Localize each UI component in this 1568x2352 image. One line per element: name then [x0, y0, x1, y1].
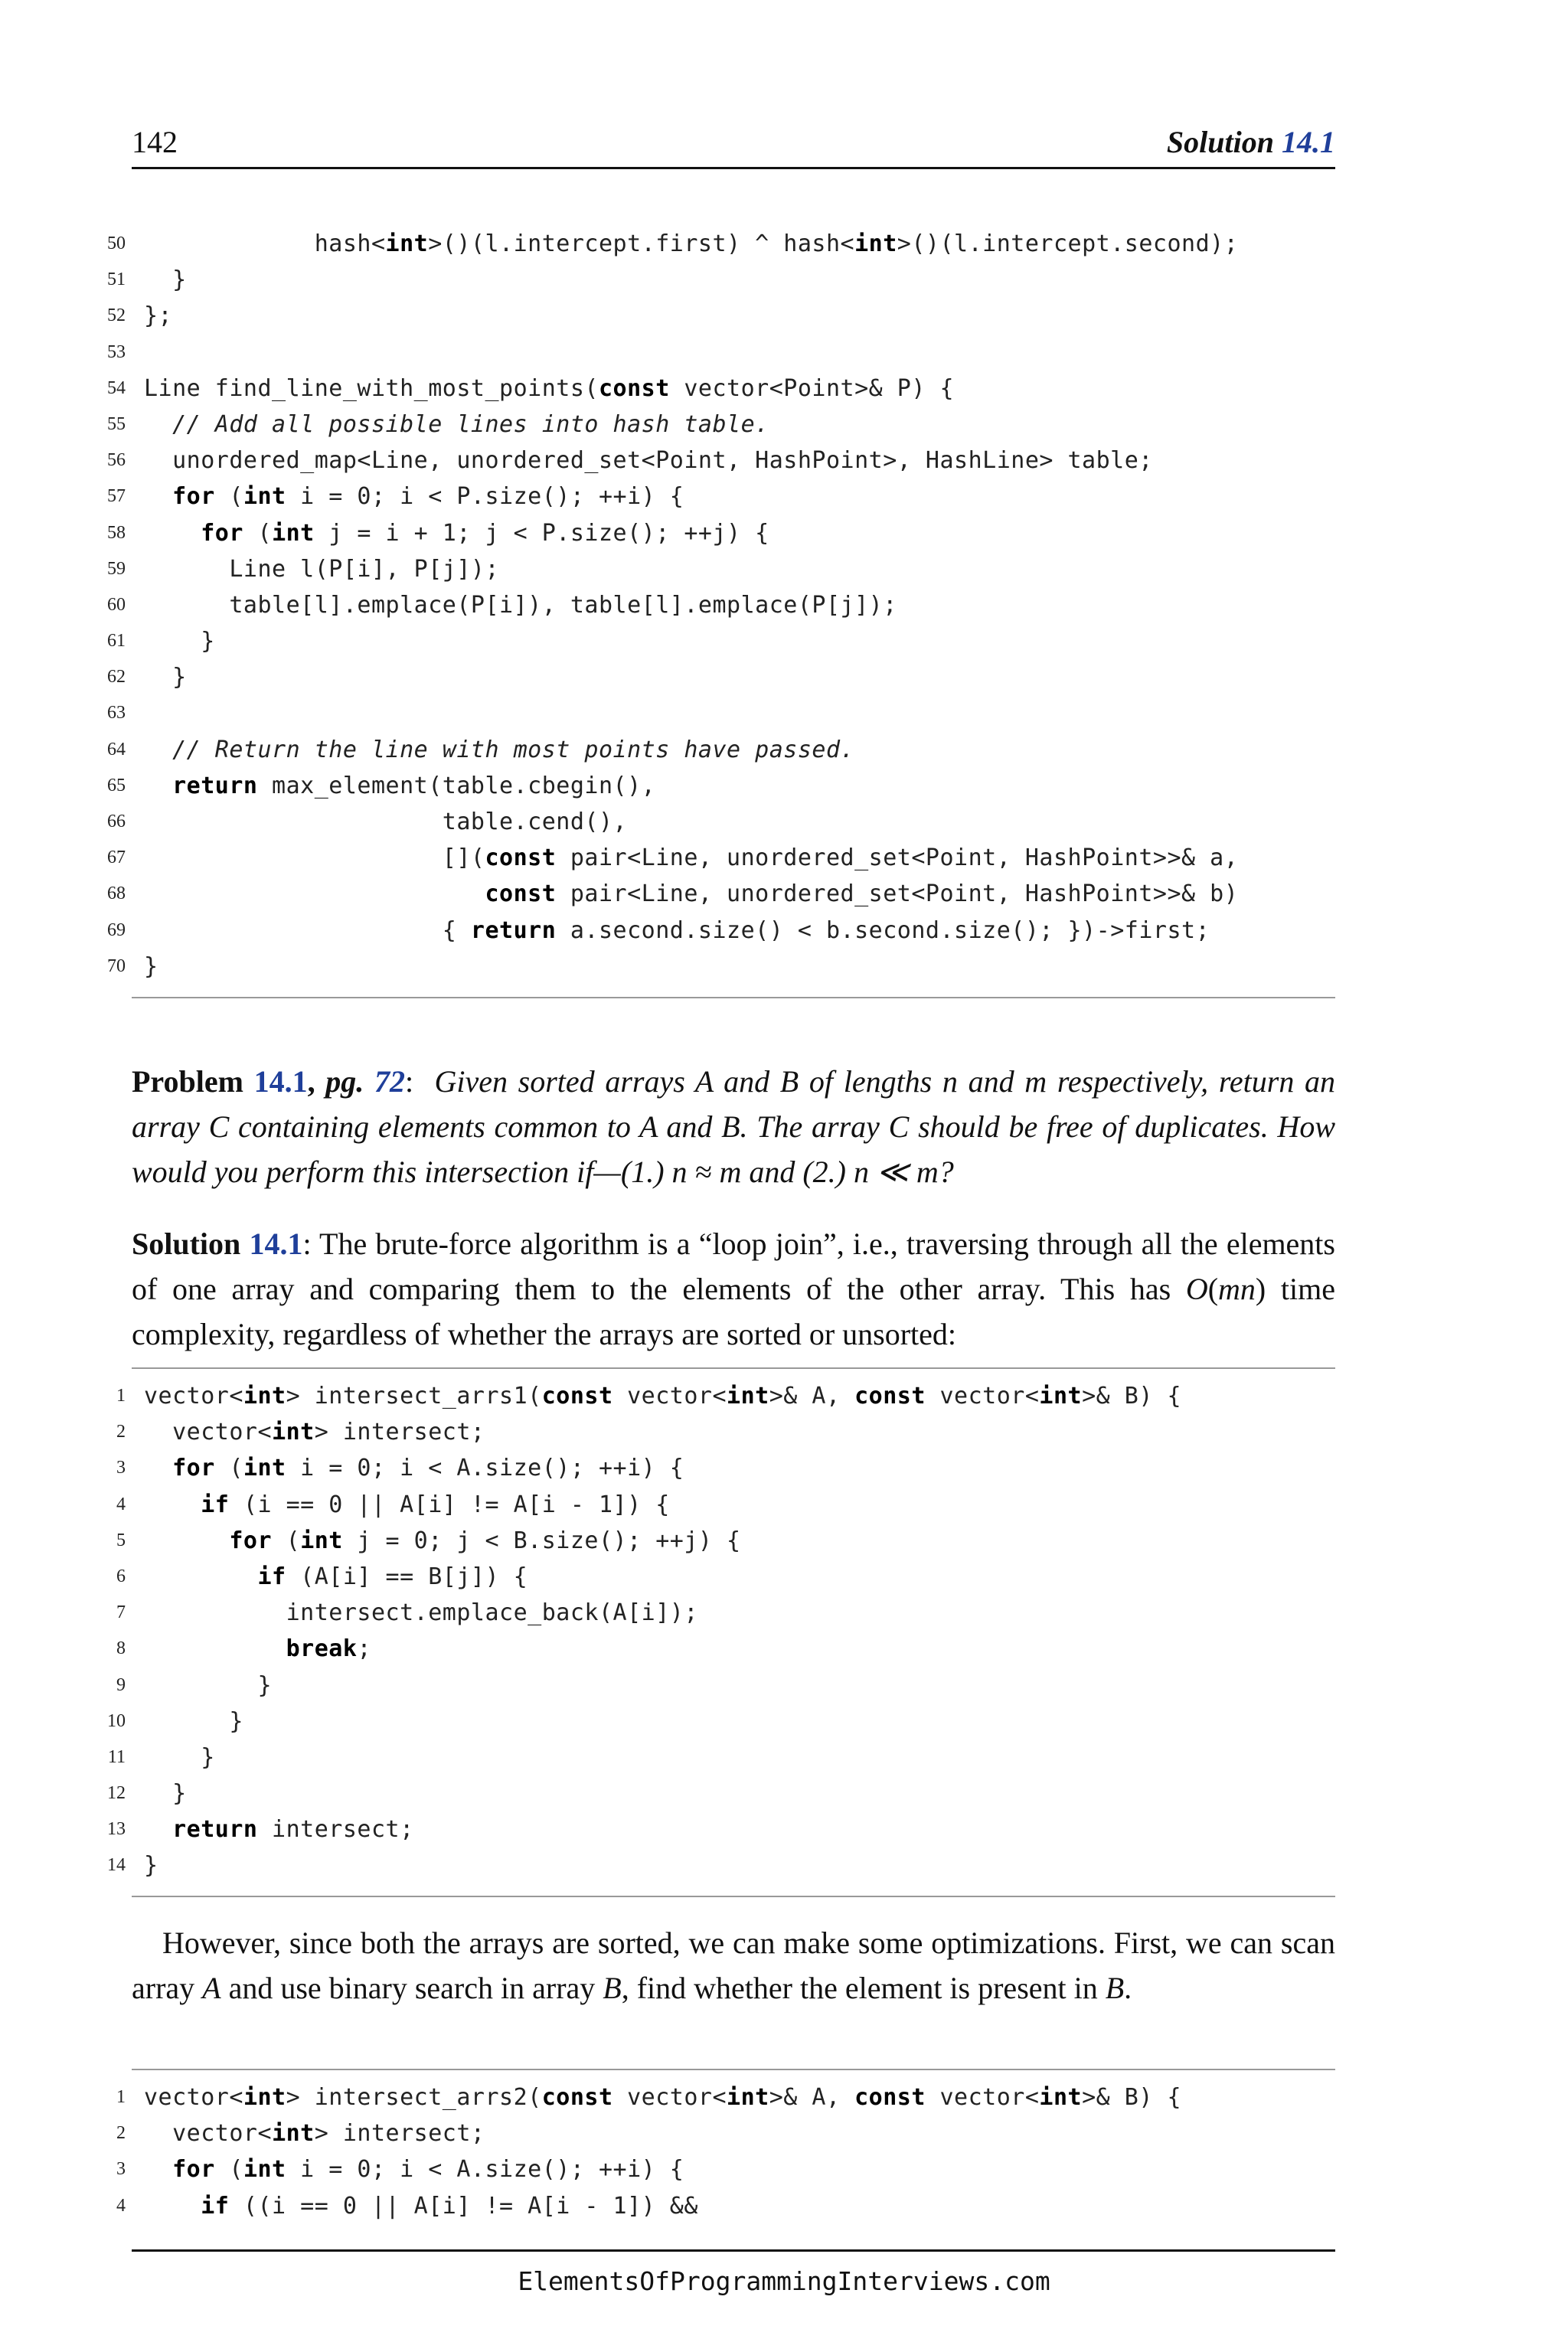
solution-text: The brute-force algorithm is a “loop join”, i.e., traversing through all the elements of one array and comparing them to the elements of the other array. This has O(mn) time complexity, regardless of whether the arrays are sorted or unsorted: — [132, 1227, 1336, 1351]
line-number: 4 — [116, 2195, 126, 2216]
code-text: for (int j = 0; j < B.size(); ++j) { — [229, 1527, 741, 1554]
code-line — [0, 1704, 1348, 1740]
code-text: } — [144, 1852, 158, 1880]
code-line — [0, 1414, 1348, 1450]
code-line — [0, 1523, 1348, 1559]
line-number: 14 — [107, 1855, 126, 1876]
code-line — [0, 1631, 1348, 1667]
line-number: 53 — [107, 341, 126, 362]
code-text: vector<int> intersect; — [144, 2120, 485, 2148]
code-block-top-rule — [132, 1367, 1335, 1369]
code-text: vector<int> intersect_arrs1(const vector<int>& A, const vector<int>& B) { — [144, 1383, 1182, 1410]
code-text: } — [144, 266, 187, 294]
code-line — [0, 1450, 1348, 1486]
line-number: 55 — [107, 413, 126, 434]
code-line — [0, 804, 1348, 840]
line-number: 68 — [107, 884, 126, 904]
code-text: } — [144, 1671, 273, 1699]
code-text: for (int i = 0; i < A.size(); ++i) { — [172, 2156, 684, 2184]
code-text: vector<int> intersect; — [144, 1419, 485, 1446]
line-number: 66 — [107, 812, 126, 831]
code-line — [0, 587, 1348, 623]
code-text: intersect.emplace_back(A[i]); — [144, 1599, 698, 1627]
running-header — [1167, 124, 1335, 160]
code-line — [0, 876, 1348, 912]
code-line — [0, 623, 1348, 659]
code-text: hash<int>()(l.intercept.first) ^ hash<int>()(l.intercept.second); — [144, 230, 1239, 257]
code-text: Line l(P[i], P[j]); — [144, 555, 500, 583]
code-text: for (int j = i + 1; j < P.size(); ++j) { — [201, 519, 769, 547]
solution-label: Solution — [132, 1227, 241, 1261]
line-number: 8 — [116, 1638, 126, 1659]
code-text: unordered_map<Line, unordered_set<Point, HashPoint>, HashLine> table; — [144, 447, 1153, 475]
code-text: { return a.second.size() < b.second.size(); })->first; — [144, 916, 1210, 944]
code-line — [0, 1559, 1348, 1595]
line-number: 64 — [107, 739, 126, 760]
line-number: 59 — [107, 558, 126, 579]
line-number: 69 — [107, 920, 126, 940]
line-number: 56 — [107, 450, 126, 471]
line-number: 12 — [107, 1783, 126, 1804]
code-block-bottom-rule — [132, 1896, 1335, 1897]
line-number: 2 — [116, 2123, 126, 2144]
code-line — [0, 1595, 1348, 1631]
code-text: }; — [144, 302, 173, 330]
code-text: } — [144, 952, 158, 980]
running-header-link[interactable]: 14.1 — [1282, 125, 1335, 159]
code-text: } — [144, 1707, 243, 1735]
problem-statement: Problem 14.1, pg. 72: Given sorted arrays A and B of lengths n and m respectively, return an array C containing elements common to A and B. The array C should be free of duplicates. How would you perform this intersection if—(1.) n ≈ m and (2.) n ≪ m? — [132, 1064, 1336, 1189]
line-number: 57 — [107, 486, 126, 507]
code-block-bottom-rule — [132, 997, 1335, 998]
line-number: 1 — [116, 2087, 126, 2107]
code-text: if (A[i] == B[j]) { — [257, 1563, 528, 1590]
code-block-intersect-arrs1 — [0, 1378, 1348, 1884]
problem-number-link[interactable]: 14.1 — [253, 1064, 308, 1099]
line-number: 9 — [116, 1674, 126, 1695]
code-line — [0, 226, 1348, 262]
line-number: 67 — [107, 848, 126, 868]
code-line — [0, 1487, 1348, 1523]
code-line — [0, 479, 1348, 514]
code-block-top-rule — [132, 2069, 1335, 2070]
line-number: 51 — [107, 270, 126, 290]
header-rule — [132, 167, 1335, 169]
code-line — [0, 2188, 1348, 2224]
code-text: for (int i = 0; i < A.size(); ++i) { — [172, 1455, 684, 1482]
line-number: 1 — [116, 1386, 126, 1406]
code-line — [0, 2151, 1348, 2187]
line-number: 65 — [107, 775, 126, 795]
code-line — [0, 515, 1348, 551]
solution-number-link[interactable]: 14.1 — [249, 1227, 303, 1261]
line-number: 5 — [116, 1530, 126, 1550]
page-number: 142 — [132, 125, 178, 159]
code-text: } — [144, 1743, 215, 1771]
code-text: } — [144, 1780, 187, 1808]
problem-page-label: pg. — [325, 1064, 364, 1099]
code-block-intersect-arrs2 — [0, 2079, 1348, 2224]
code-text: break; — [286, 1635, 371, 1663]
code-line — [0, 1811, 1348, 1847]
code-text: if ((i == 0 || A[i] != A[i - 1]) && — [201, 2192, 698, 2220]
code-line — [0, 732, 1348, 768]
line-number: 6 — [116, 1566, 126, 1586]
code-text: [](const pair<Line, unordered_set<Point, HashPoint>>& a, — [144, 844, 1239, 872]
code-text: // Add all possible lines into hash table. — [172, 410, 769, 438]
code-line — [0, 262, 1348, 298]
code-text: for (int i = 0; i < P.size(); ++i) { — [172, 483, 684, 511]
line-number: 63 — [107, 703, 126, 724]
code-line — [0, 949, 1348, 985]
line-number: 54 — [107, 377, 126, 398]
line-number: 52 — [107, 305, 126, 326]
code-line — [0, 335, 1348, 371]
code-line — [0, 371, 1348, 407]
line-number: 2 — [116, 1422, 126, 1442]
code-line — [0, 695, 1348, 731]
problem-text: Given sorted arrays A and B of lengths n and m respectively, return an array C containing elements common to A and B. The array C should be free of duplicates. How would you perform this intersection if—(1.) n ≈ m and (2.) n ≪ m? — [132, 1064, 1336, 1189]
code-line — [0, 768, 1348, 804]
code-line — [0, 407, 1348, 443]
code-text: // Return the line with most points have passed. — [172, 736, 855, 763]
code-line — [0, 551, 1348, 587]
code-text: vector<int> intersect_arrs2(const vector<int>& A, const vector<int>& B) { — [144, 2084, 1182, 2111]
line-number: 70 — [107, 956, 126, 976]
code-text: table.cend(), — [144, 808, 628, 835]
line-number: 3 — [116, 2159, 126, 2180]
code-line — [0, 1775, 1348, 1811]
line-number: 7 — [116, 1602, 126, 1623]
problem-page-link[interactable]: 72 — [374, 1064, 405, 1099]
line-number: 3 — [116, 1458, 126, 1478]
code-line — [0, 1740, 1348, 1775]
code-line — [0, 1847, 1348, 1883]
code-line — [0, 298, 1348, 334]
code-line — [0, 443, 1348, 479]
line-number: 58 — [107, 522, 126, 543]
code-line — [0, 659, 1348, 695]
code-line — [0, 2115, 1348, 2151]
code-line — [0, 913, 1348, 949]
solution-paragraph: Solution 14.1: The brute-force algorithm is a “loop join”, i.e., traversing through all the elements of one array and comparing them to the elements of the other array. This has O(mn) time complexity, regardless of whether the arrays are sorted or unsorted: — [132, 1227, 1336, 1351]
footer-rule — [132, 2249, 1335, 2252]
code-line — [0, 1378, 1348, 1414]
code-text: return intersect; — [172, 1816, 414, 1844]
problem-label: Problem — [132, 1064, 243, 1099]
code-text: const pair<Line, unordered_set<Point, HashPoint>>& b) — [485, 880, 1239, 908]
code-text: table[l].emplace(P[i]), table[l].emplace(P[j]); — [144, 591, 897, 619]
code-text: Line find_line_with_most_points(const vector<Point>& P) { — [144, 374, 955, 402]
footer-url[interactable]: ElementsOfProgrammingInterviews.com — [518, 2266, 1050, 2296]
code-text: } — [144, 664, 187, 691]
line-number: 11 — [107, 1746, 126, 1767]
line-number: 10 — [107, 1710, 126, 1731]
running-header-label: Solution — [1166, 125, 1274, 159]
code-block-line-finder — [0, 226, 1348, 985]
line-number: 61 — [107, 631, 126, 652]
line-number: 60 — [107, 594, 126, 615]
code-text: return max_element(table.cbegin(), — [172, 772, 656, 799]
line-number: 4 — [116, 1494, 126, 1514]
code-line — [0, 840, 1348, 876]
line-number: 50 — [107, 234, 126, 253]
optimization-paragraph: However, since both the arrays are sorted, we can make some optimizations. First, we can scan array A and use binary search in array B, find whether the element is present in B. — [132, 1926, 1335, 2005]
code-text: } — [144, 628, 215, 655]
code-line — [0, 1668, 1348, 1704]
code-text: if (i == 0 || A[i] != A[i - 1]) { — [201, 1491, 670, 1518]
code-line — [0, 2079, 1348, 2115]
line-number: 62 — [107, 667, 126, 688]
line-number: 13 — [107, 1819, 126, 1840]
